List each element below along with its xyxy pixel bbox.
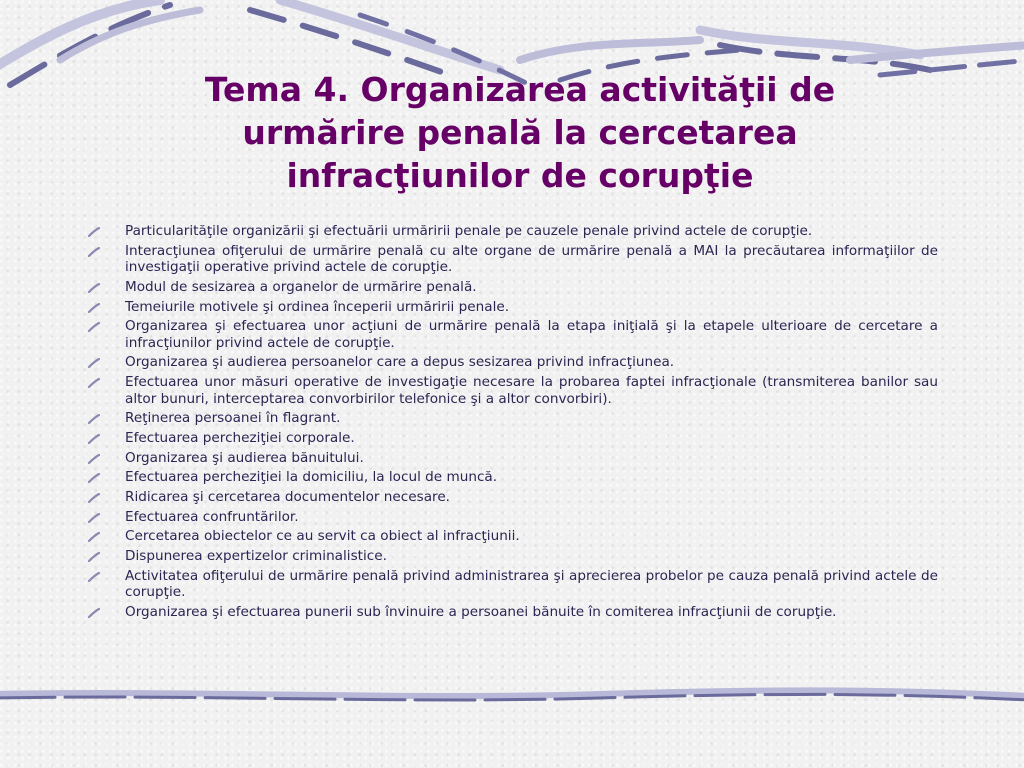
brush-stroke-icon	[88, 247, 100, 257]
list-item	[88, 223, 938, 240]
list-item	[88, 354, 938, 371]
bullet-text: Dispunerea expertizelor criminalistice.	[125, 548, 387, 565]
list-item	[88, 469, 938, 486]
list-item	[88, 548, 938, 565]
brush-stroke-icon	[88, 227, 100, 237]
list-item	[88, 509, 938, 526]
brush-stroke-icon	[88, 608, 100, 618]
bullet-text: Efectuarea confruntărilor.	[125, 508, 299, 525]
bullet-text: Organizarea şi audierea persoanelor care a depus sesizarea privind infracţiunea.	[125, 354, 675, 371]
bullet-text: Efectuarea percheziţiei la domiciliu, la locul de muncă.	[125, 469, 498, 486]
brush-stroke-icon	[88, 434, 100, 444]
list-item	[88, 568, 938, 601]
bullet-text: Modul de sesizarea a organelor de urmărire penală.	[125, 278, 477, 295]
brush-stroke-icon	[88, 378, 100, 388]
brush-stroke-icon	[88, 473, 100, 483]
brush-stroke-icon	[88, 572, 100, 582]
brush-stroke-icon	[88, 283, 100, 293]
bullet-text: Organizarea şi audierea bănuitului.	[125, 449, 364, 466]
bullet-text: Activitatea ofiţerului de urmărire penală privind administrarea şi aprecierea probelor pe cauza penală privind actele de corupţie.	[125, 567, 938, 601]
list-item	[88, 299, 938, 316]
bullet-text: Particularităţile organizării şi efectuării urmăririi penale pe cauzele penale privind actele de corupţie.	[125, 223, 813, 239]
slide-title: Tema 4. Organizarea activităţii de urmărire penală la cercetarea infracţiunilor de corupţie	[204, 70, 836, 195]
brush-stroke-icon	[88, 493, 100, 503]
brush-stroke-icon	[88, 303, 100, 313]
list-item	[88, 430, 938, 447]
bullet-text: Organizarea şi efectuarea unor acţiuni de urmărire penală la etapa iniţială şi la etapele ulterioare de cercetare a infracţiunilor privind actele de corupţie.	[125, 318, 938, 351]
list-item	[88, 604, 938, 621]
brush-stroke-icon	[88, 358, 100, 368]
list-item	[88, 279, 938, 296]
brush-stroke-icon	[88, 454, 100, 464]
bullet-text: Reţinerea persoanei în flagrant.	[125, 410, 341, 427]
decorative-wave-footer	[0, 682, 1024, 712]
bullet-text: Temeiurile motivele şi ordinea începerii urmăririi penale.	[125, 298, 510, 315]
brush-stroke-icon	[88, 513, 100, 523]
bullet-text: Ridicarea şi cercetarea documentelor necesare.	[125, 489, 451, 506]
list-item	[88, 489, 938, 506]
brush-stroke-icon	[88, 322, 100, 332]
list-item	[88, 450, 938, 467]
bullet-text: Cercetarea obiectelor ce au servit ca obiect al infracţiunii.	[125, 528, 520, 545]
bullet-text: Interacţiunea ofiţerului de urmărire penală cu alte organe de urmărire penală a MAI la precăutarea informaţiilor de investigaţii operative privind actele de corupţie.	[125, 242, 938, 276]
brush-stroke-icon	[88, 552, 100, 562]
bullet-list	[88, 223, 938, 624]
brush-stroke-icon	[88, 532, 100, 542]
list-item	[88, 374, 938, 407]
list-item	[88, 528, 938, 545]
bullet-text: Efectuarea unor măsuri operative de investigaţie necesare la probarea faptei infracţionale (transmiterea banilor sau altor bunuri, interceptarea convorbirilor telefonice şi a altor convorbiri).	[125, 374, 938, 407]
list-item	[88, 410, 938, 427]
list-item	[88, 243, 938, 276]
bullet-text: Organizarea şi efectuarea punerii sub învinuire a persoanei bănuite în comiterea infracţiunii de corupţie.	[125, 604, 837, 620]
list-item	[88, 318, 938, 351]
brush-stroke-icon	[88, 414, 100, 424]
bullet-text: Efectuarea percheziţiei corporale.	[125, 430, 355, 446]
